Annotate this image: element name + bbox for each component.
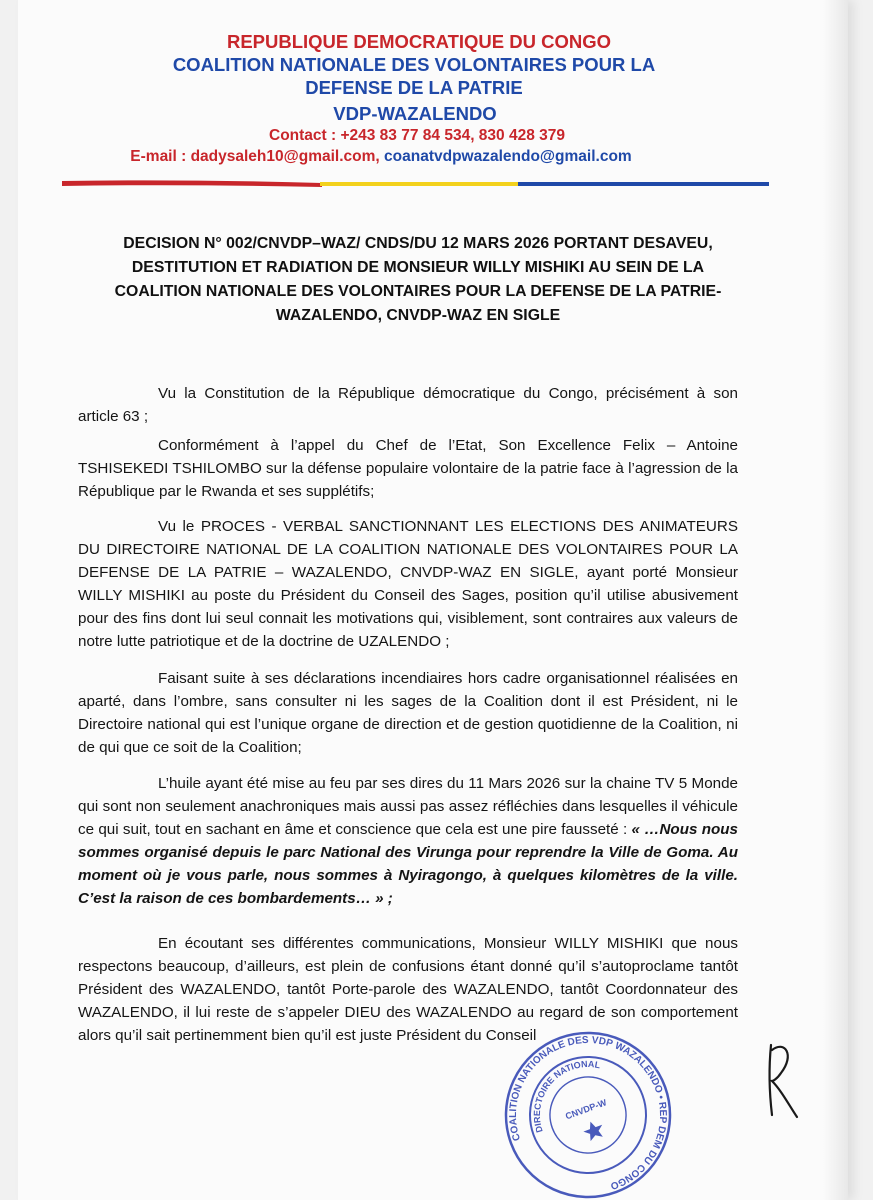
email-line <box>18 148 796 166</box>
email-secondary: coanatvdpwazalendo@gmail.com <box>384 148 632 165</box>
paragraph-election-minutes: Vu le PROCES - VERBAL SANCTIONNANT LES ELECTIONS DES ANIMATEURS DU DIRECTOIRE NATIONAL DE LA COALITION NATIONALE DES VOLONTAIRES POUR LA DEFENSE DE LA PATRIE – WAZALENDO, CNVDP-WAZ EN SIGLE, ayant porté Monsieur WILLY MISHIKI au poste du Président du Conseil des Sages, position qu’il utilise abusivement pour des fins dont lui seul connait les motivations qui, visiblement, sont contraires aux valeurs de notre lutte patriotique et de la doctrine de UZALENDO ; <box>78 518 738 650</box>
decision-title: DECISION N° 002/CNVDP–WAZ/ CNDS/DU 12 MARS 2026 PORTANT DESAVEU, DESTITUTION ET RADIATION DE MONSIEUR WILLY MISHIKI AU SEIN DE LA COALITION NATIONALE DES VOLONTAIRES POUR LA DEFENSE DE LA PATRIE-WAZALENDO, CNVDP-WAZ EN SIGLE <box>114 235 722 324</box>
stamp-outer-ring <box>498 1030 678 1200</box>
stamp-star-icon <box>581 1118 606 1142</box>
paragraph-head-of-state-appeal: Conformément à l’appel du Chef de l’Etat, Son Excellence Felix – Antoine TSHISEKEDI TSHILOMBO sur la défense populaire volontaire de la patrie face à l’agression de la République par le Rwanda et ses supplétifs; <box>78 437 738 500</box>
page-edge-shadow <box>823 0 848 1200</box>
paragraph-constitution: Vu la Constitution de la République démocratique du Congo, précisément à son article 63 ; <box>78 385 738 425</box>
paragraph-communications: En écoutant ses différentes communications, Monsieur WILLY MISHIKI que nous respectons beaucoup, d’ailleurs, est plein de confusions étant donné qu’il s’autoproclame tantôt Président des WAZALENDO, tantôt Porte-parole des WAZALENDO, tantôt Coordonnateur des WAZALENDO, il lui reste de s’appeler DIEU des WAZALENDO au regard de son comportement alors qu’il sait pertinemment bien qu’il est juste Président du Conseil <box>78 935 738 1044</box>
document-page <box>18 0 848 1200</box>
organization-acronym: VDP-WAZALENDO <box>333 103 497 124</box>
stamp-outer-text: COALITION NATIONALE DES VDP WAZALENDO • REP DEM DU CONGO <box>507 1034 669 1192</box>
flag-blue-stripe <box>518 182 769 186</box>
flag-red-stripe <box>62 180 322 187</box>
handwritten-signature <box>763 1035 803 1125</box>
paragraph-incendiary-statements: Faisant suite à ses déclarations incendiaires hors cadre organisationnel réalisées en aparté, dans l’ombre, sans consulter ni les sages de la Coalition dont il est Président, ni le Directoire national qui est l’unique organe de direction et de gestion quotidienne de la Coalition, ni de qui que ce soit de la Coalition; <box>78 670 738 756</box>
flag-yellow-stripe <box>320 182 520 186</box>
stamp-center-text: CNVDP-W <box>564 1097 608 1122</box>
organization-name: COALITION NATIONALE DES VOLONTAIRES POUR LA DEFENSE DE LA PATRIE <box>172 54 656 98</box>
email-primary: E-mail : dadysaleh10@gmail.com, <box>130 148 380 165</box>
stamp-inner-text: DIRECTOIRE NATIONAL <box>531 1058 602 1134</box>
country-heading: REPUBLIQUE DEMOCRATIQUE DU CONGO <box>226 31 612 52</box>
flag-color-bar <box>62 178 769 188</box>
official-stamp <box>498 1030 678 1200</box>
paragraph-tv5-statement: L’huile ayant été mise au feu par ses dires du 11 Mars 2026 sur la chaine TV 5 Monde qui sont non seulement anachroniques mais aussi pas assez réfléchies dans lesquelles il véhicule ce qui suit, tout en sachant en âme et conscience que cela est une pire fausseté : « …Nous nous sommes organisé depuis le parc National des Virunga pour reprendre la Ville de Goma. Au moment où je vous parle, nous sommes à Nyiragongo, à quelques kilomètres de la ville. C’est la raison de ces bombardements… » ; <box>78 775 738 907</box>
quoted-statement: « …Nous nous sommes organisé depuis le parc National des Virunga pour reprendre la Ville de Goma. Au moment où je vous parle, nous sommes à Nyiragongo, à quelques kilomètres de la ville. C’est la raison de ces bombardements… » ; <box>78 821 738 907</box>
contact-line: Contact : +243 83 77 84 534, 830 428 379 <box>269 127 565 144</box>
